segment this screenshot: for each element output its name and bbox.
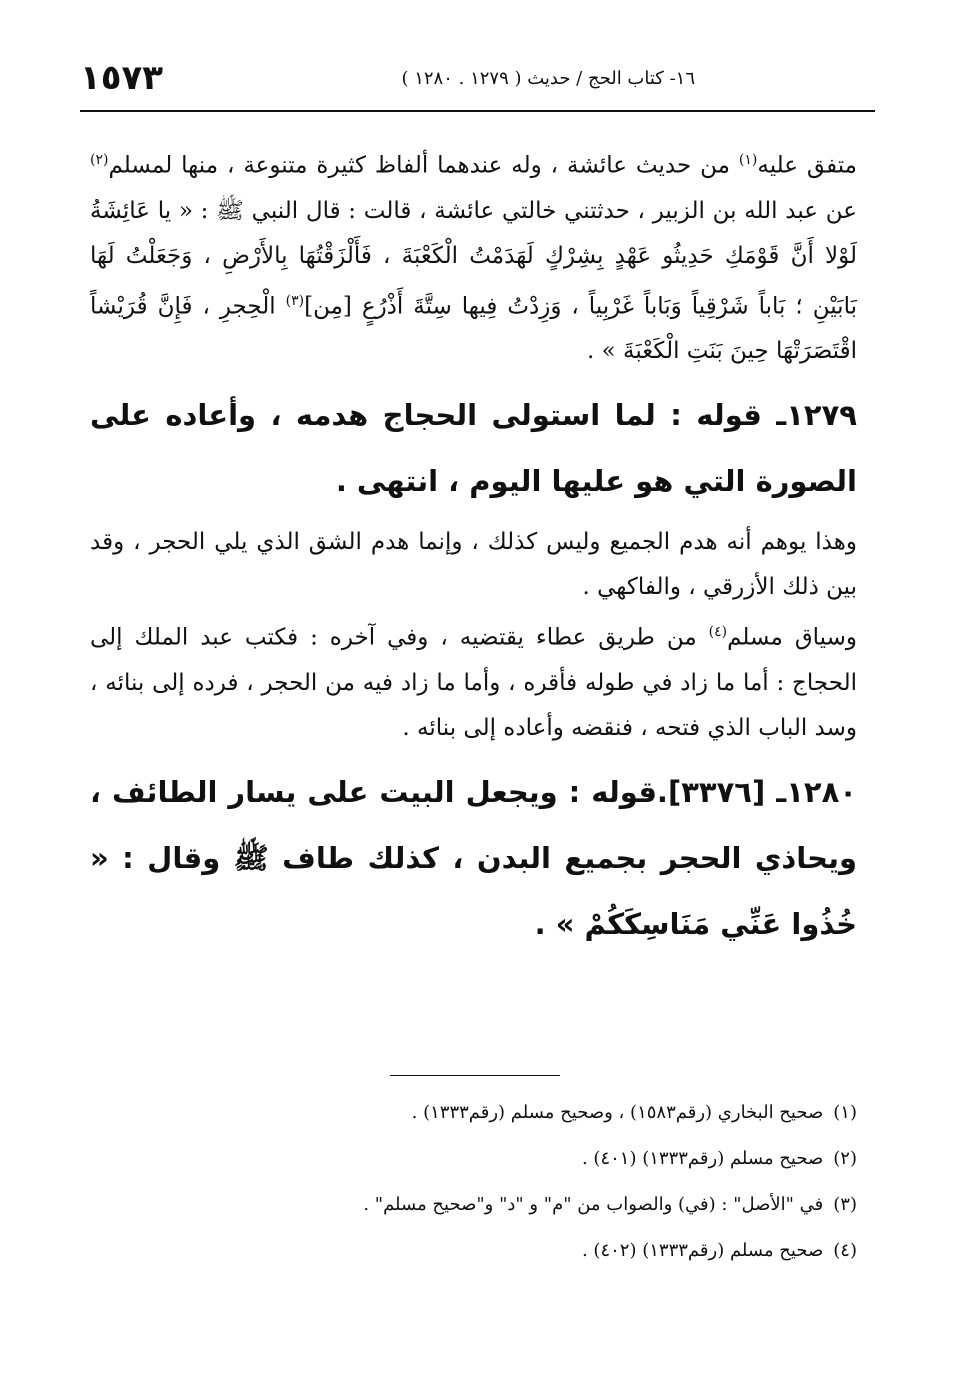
running-head: ١٦- كتاب الحج / حديث ( ١٢٧٩ . ١٢٨٠ )	[401, 68, 695, 89]
footnotes	[90, 1090, 857, 1274]
paragraph-1: متفق عليه$^{(١)}$ من حديث عائشة ، وله عندهما ألفاظ كثيرة متنوعة ، منها لمسلم$^{(٢)}$ عن عبد الله بن الزبير ، حدثتني خالتي عائشة ، قالت : قال النبي ﷺ : « يا عَائِشَةُ لَوْلا أَنَّ قَوْمَكِ حَدِيثُو عَهْدٍ بِشِرْكٍ لَهَدَمْتُ الْكَعْبَةَ ، فَأَلْزَقْتُهَا بِالأَرْضِ ، وَجَعَلْتُ لَهَا بَابَيْنِ ؛ بَاباً شَرْقِياً وَبَاباً غَرْبِياً ، وَزِدْتُ فِيها سِتَّةَ أَذْرُعٍ [مِن]$^{(٣)}$ الْحِجرِ ، فَإِنَّ قُرَيْشاً اقْتَصَرَتْهَا حِينَ بَنَتِ الْكَعْبَةَ » .	[90, 152, 857, 365]
footnote-item: (١)صحيح البخاري (رقم١٥٨٣) ، وصحيح مسلم (رقم١٣٣٣) .	[411, 1102, 857, 1123]
footnote-ref-2: (٢)	[90, 152, 109, 168]
footnote-item: (٢)صحيح مسلم (رقم١٣٣٣) (٤٠١) .	[581, 1148, 857, 1169]
footnote-ref-4: (٤)	[708, 624, 728, 641]
footnote-ref-3: (٣)	[285, 292, 305, 309]
footnote-ref-1: (١)	[738, 152, 758, 168]
section-heading-1280: ١٢٨٠ـ [٣٣٧٦].قوله : ويجعل البيت على يسار الطائف ، ويحاذي الحجر بجميع البدن ، كذلك طاف ﷺ وقال : « خُذُوا عَنِّي مَنَاسِكَكُمْ » .	[90, 774, 857, 941]
paragraph-2: وهذا يوهم أنه هدم الجميع وليس كذلك ، وإنما هدم الشق الذي يلي الحجر ، وقد بين ذلك الأزرقي ، والفاكهي .	[90, 529, 857, 601]
paragraph-3: وسياق مسلم$^{(٤)}$ من طريق عطاء يقتضيه ، وفي آخره : فكتب عبد الملك إلى الحجاج : أما ما زاد في طوله فأقره ، وأما ما زاد فيه من الحجر ، فرده إلى بنائه ، وسد الباب الذي فتحه ، فنقضه وأعاده إلى بنائه .	[90, 624, 857, 741]
footnote-item: (٤)صحيح مسلم (رقم١٣٣٣) (٤٠٢) .	[581, 1240, 857, 1261]
footnote-item: (٣)في "الأصل" : (في) والصواب من "م" و "د" و"صحيح مسلم" .	[363, 1194, 857, 1215]
page-header	[80, 58, 875, 108]
page-number: ١٥٧٣	[80, 58, 164, 98]
header-rule	[80, 110, 875, 112]
main-text	[90, 138, 857, 963]
section-heading-1279: ١٢٧٩ـ قوله : لما استولى الحجاج هدمه ، وأعاده على الصورة التي هو عليها اليوم ، انتهى .	[90, 398, 857, 499]
footnote-separator	[390, 1075, 560, 1076]
